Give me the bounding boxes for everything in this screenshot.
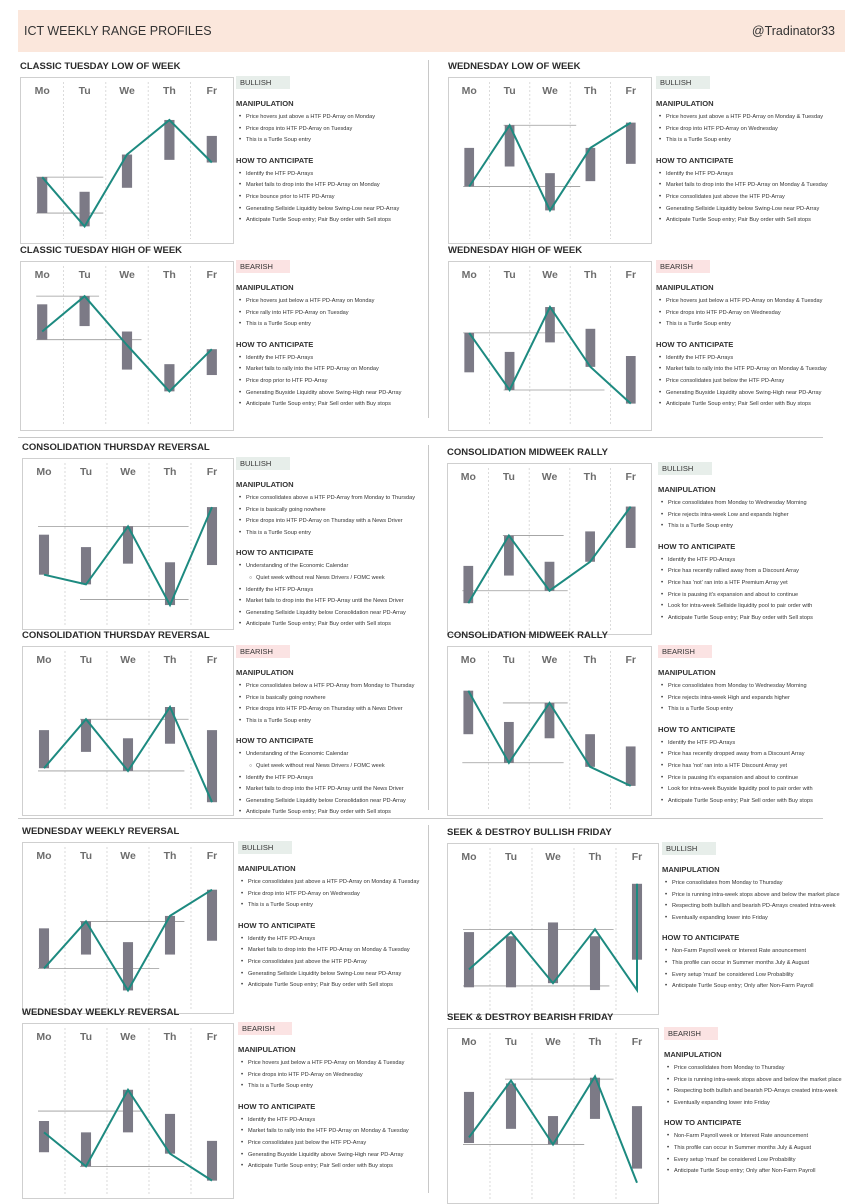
anticipate-item: • Market fails to rally into the HTF PD-Array on Monday & Tuesday [666,364,827,376]
day-label-monday: Mo [36,1031,52,1043]
day-label-monday: Mo [36,654,52,666]
manipulation-item: • Price hovers just below a HTF PD-Array on Monday & Tuesday [666,296,827,308]
anticipate-item: • Anticipate Turtle Soup entry; Only after Non-Farm Payroll [672,981,840,993]
day-label-thursday: Th [583,654,597,666]
manipulation-list [236,493,415,539]
day-range-bar-monday [464,1092,474,1143]
day-label-wednesday: We [541,471,558,483]
manipulation-item: • Price consolidates from Monday to Thursday [674,1063,842,1075]
anticipate-item: • Identify the HTF PD-Arrays [248,1115,409,1127]
anticipate-item: • Price consolidates just below the HTF PD-Array [248,1138,409,1150]
anticipate-item: ○ Quiet week without real News Drivers / FOMC week [246,761,414,773]
bias-badge: BEARISH [658,645,712,658]
day-label-tuesday: Tu [504,851,518,863]
bias-badge: BEARISH [238,1022,292,1035]
manipulation-heading: MANIPULATION [236,668,294,677]
day-label-tuesday: Tu [79,654,93,666]
day-label-wednesday: We [541,654,558,666]
profile-diagram [447,843,659,1015]
day-range-bar-friday [626,356,636,404]
profile-diagram [447,1028,659,1204]
manipulation-item: • Price consolidates from Monday to Thursday [672,878,840,890]
manipulation-item: • Price rejects intra-week Low and expands higher [668,510,813,522]
anticipate-item: • Anticipate Turtle Soup entry; Pair Buy order with Sell stops [666,215,828,227]
manipulation-item: • Price drop into HTF PD-Array on Wednesday [248,889,419,901]
anticipate-item: • Price drop prior to HTF PD-Array [246,376,401,388]
profile-description [658,458,813,624]
manipulation-item: • Price is running intra-week stops above and below the market place [674,1075,842,1087]
anticipate-list [664,1131,842,1177]
profile-diagram [447,463,652,635]
day-label-thursday: Th [162,269,176,281]
manipulation-heading: MANIPULATION [656,283,714,292]
anticipate-item: • Market fails to drop into the HTF PD-Array on Monday & Tuesday [666,180,828,192]
anticipate-heading: HOW TO ANTICIPATE [236,736,314,746]
manipulation-item: • Price consolidates from Monday to Wednesday Morning [668,498,813,510]
anticipate-item: • Market fails to drop into the HTF PD-Array until the News Driver [246,596,415,608]
manipulation-item: • Price consolidates above a HTF PD-Array from Monday to Thursday [246,493,415,505]
anticipate-item: • Price is pausing it's expansion and about to continue [668,773,813,785]
anticipate-item: • Identify the HTF PD-Arrays [246,585,415,597]
day-label-thursday: Th [588,1036,602,1048]
day-range-bar-tuesday [506,936,516,987]
day-label-wednesday: We [120,850,136,862]
day-label-monday: Mo [36,466,52,478]
bias-badge: BEARISH [664,1027,718,1040]
profile-title: WEDNESDAY WEEKLY REVERSAL [22,1007,180,1018]
anticipate-heading: HOW TO ANTICIPATE [238,1101,316,1111]
manipulation-item: • Price drop into HTF PD-Array on Wednesday [666,124,828,136]
anticipate-item: • Anticipate Turtle Soup entry; Pair Sell order with Buy stops [666,399,827,411]
profile-description [236,72,399,227]
day-label-friday: Fr [625,85,637,97]
day-range-bar-friday [626,746,636,785]
bias-badge: BULLISH [656,76,710,89]
anticipate-item: • Generating Sellside Liquidity below Consolidation near PD-Array [246,608,415,620]
anticipate-item: • Price bounce prior to HTF PD-Array [246,192,399,204]
anticipate-list [662,946,840,992]
profile-description [238,1018,409,1173]
manipulation-heading: MANIPULATION [236,283,294,292]
day-label-thursday: Th [163,850,177,862]
anticipate-item: • Generating Sellside Liquidity below Swing-Low near PD-Array [666,204,828,216]
manipulation-item: • Eventually expanding lower into Friday [672,913,840,925]
day-range-bar-friday [207,730,217,802]
anticipate-item: • Anticipate Turtle Soup entry; Pair Buy order with Sell stops [248,980,419,992]
day-label-friday: Fr [206,654,218,666]
anticipate-item: • Price is pausing it's expansion and about to continue [668,590,813,602]
anticipate-list [656,169,828,227]
anticipate-list [236,561,415,631]
anticipate-item: • Anticipate Turtle Soup entry; Pair Sell order with Buy stops [668,796,813,808]
day-label-friday: Fr [206,269,218,281]
day-label-tuesday: Tu [502,471,515,483]
anticipate-item: • This profile can occur in Summer months July & August [672,958,840,970]
anticipate-item: • Market fails to rally into the HTF PD-Array on Monday [246,364,401,376]
anticipate-heading: HOW TO ANTICIPATE [664,1118,742,1128]
manipulation-item: • Price consolidates from Monday to Wednesday Morning [668,681,813,693]
day-label-friday: Fr [206,850,218,862]
anticipate-item: • Price has 'not' ran into a HTF Discount Array yet [668,761,813,773]
day-range-bar-thursday [590,936,600,990]
day-label-monday: Mo [461,85,477,97]
page-title: ICT WEEKLY RANGE PROFILES [24,24,212,38]
manipulation-item: • Price is basically going nowhere [246,693,414,705]
anticipate-item: • Every setup 'must' be considered Low Probability [674,1155,842,1167]
anticipate-item: • Understanding of the Economic Calendar [246,561,415,573]
manipulation-item: • Price drops into HTF PD-Array on Wednesday [666,308,827,320]
day-label-thursday: Th [588,851,602,863]
manipulation-item: • This is a Turtle Soup entry [246,135,399,147]
author-handle: @Tradinator33 [751,24,835,38]
manipulation-item: • Price drops into HTF PD-Array on Thursday with a News Driver [246,704,414,716]
anticipate-item: • Identify the HTF PD-Arrays [246,169,399,181]
anticipate-item: • Identify the HTF PD-Arrays [248,934,419,946]
diagram-svg [448,464,651,634]
profile-title: CONSOLIDATION THURSDAY REVERSAL [22,630,210,641]
anticipate-item: • Market fails to drop into the HTF PD-Array on Monday & Tuesday [248,945,419,957]
anticipate-item: • Generating Buyside Liquidity above Swing-High near PD-Array [666,388,827,400]
day-label-monday: Mo [34,269,50,281]
anticipate-item: • Market fails to drop into the HTF PD-Array on Monday [246,180,399,192]
profile-description [236,256,401,411]
day-range-bar-monday [39,730,49,768]
profile-diagram [22,842,234,1014]
day-range-bar-monday [37,304,47,339]
profile-title: CONSOLIDATION MIDWEEK RALLY [447,447,608,458]
day-label-wednesday: We [119,85,135,97]
profile-title: CLASSIC TUESDAY HIGH OF WEEK [20,245,183,256]
day-label-tuesday: Tu [79,850,93,862]
bias-badge: BEARISH [236,645,290,658]
manipulation-item: • Price hovers just below a HTF PD-Array on Monday & Tuesday [248,1058,409,1070]
anticipate-item: • Understanding of the Economic Calendar [246,749,414,761]
manipulation-list [658,498,813,533]
anticipate-item: • Price consolidates just above the HTF PD-Array [666,192,828,204]
anticipate-item: • Non-Farm Payroll week or Interest Rate anouncement [672,946,840,958]
anticipate-list [238,1115,409,1173]
manipulation-item: • This is a Turtle Soup entry [246,716,414,728]
diagram-svg [448,647,651,815]
profile-description [236,641,414,819]
anticipate-item: • Identify the HTF PD-Arrays [666,353,827,365]
diagram-svg [21,78,233,243]
manipulation-heading: MANIPULATION [236,480,294,489]
profile-diagram [22,646,234,816]
manipulation-list [236,112,399,147]
day-range-bar-wednesday [548,922,558,983]
anticipate-list [236,169,399,227]
manipulation-heading: MANIPULATION [656,99,714,108]
day-range-bar-monday [39,928,49,968]
profile-description [238,837,419,992]
bias-badge: BEARISH [236,260,290,273]
manipulation-item: • Price rejects intra-week High and expands higher [668,693,813,705]
day-range-bar-thursday [164,120,174,160]
manipulation-item: • Price hovers just above a HTF PD-Array on Monday [246,112,399,124]
anticipate-item: • Generating Buyside Liquidity above Swing-High near PD-Array [248,1150,409,1162]
day-label-wednesday: We [542,85,558,97]
day-label-tuesday: Tu [78,85,91,97]
anticipate-item: • Anticipate Turtle Soup entry; Pair Buy order with Sell stops [246,215,399,227]
day-label-thursday: Th [583,471,597,483]
manipulation-list [236,296,401,331]
anticipate-heading: HOW TO ANTICIPATE [662,933,740,943]
day-label-wednesday: We [120,1031,136,1043]
day-label-monday: Mo [34,85,50,97]
manipulation-item: • Price consolidates just above a HTF PD-Array on Monday & Tuesday [248,877,419,889]
day-label-friday: Fr [631,1036,643,1048]
anticipate-item: • Price has 'not' ran into a HTF Premium Array yet [668,578,813,590]
anticipate-item: • Anticipate Turtle Soup entry; Pair Buy order with Sell stops [246,807,414,819]
anticipate-item: • Identify the HTF PD-Arrays [666,169,828,181]
column-divider [428,825,429,1193]
anticipate-heading: HOW TO ANTICIPATE [656,155,734,165]
manipulation-list [664,1063,842,1109]
diagram-svg [23,647,233,815]
day-label-tuesday: Tu [503,269,516,281]
anticipate-list [236,353,401,411]
day-range-bar-monday [464,932,474,987]
day-range-bar-monday [39,535,49,575]
manipulation-list [658,681,813,716]
day-label-thursday: Th [163,1031,177,1043]
profile-title: SEEK & DESTROY BULLISH FRIDAY [447,827,612,838]
diagram-svg [448,844,658,1014]
manipulation-heading: MANIPULATION [662,865,720,874]
manipulation-list [238,877,419,912]
day-range-bar-tuesday [506,1083,516,1128]
anticipate-item: • Price has recently dropped away from a Discount Array [668,749,813,761]
day-label-friday: Fr [625,654,636,666]
anticipate-heading: HOW TO ANTICIPATE [236,155,314,165]
manipulation-item: • This is a Turtle Soup entry [248,900,419,912]
day-label-monday: Mo [461,269,477,281]
manipulation-heading: MANIPULATION [236,99,294,108]
anticipate-item: • Market fails to drop into the HTF PD-Array until the News Driver [246,784,414,796]
anticipate-item: • Look for intra-week Buyside liquidity pool to pair order with [668,784,813,796]
manipulation-heading: MANIPULATION [238,864,296,873]
manipulation-item: • Price is running intra-week stops above and below the market place [672,890,840,902]
manipulation-item: • This is a Turtle Soup entry [666,135,828,147]
anticipate-item: • Identify the HTF PD-Arrays [246,353,401,365]
diagram-svg [21,262,233,430]
diagram-svg [448,1029,658,1203]
diagram-svg [23,1024,233,1198]
manipulation-item: • This is a Turtle Soup entry [246,528,415,540]
day-label-friday: Fr [206,85,218,97]
anticipate-item: • This profile can occur in Summer months July & August [674,1143,842,1155]
bias-badge: BEARISH [656,260,710,273]
bias-badge: BULLISH [658,462,712,475]
bias-badge: BULLISH [238,841,292,854]
profile-diagram [20,261,234,431]
anticipate-heading: HOW TO ANTICIPATE [238,920,316,930]
day-label-thursday: Th [583,85,597,97]
anticipate-item: • Generating Buyside Liquidity above Swing-High near PD-Array [246,388,401,400]
manipulation-item: • Price consolidates below a HTF PD-Array from Monday to Thursday [246,681,414,693]
anticipate-item: • Identify the HTF PD-Arrays [668,738,813,750]
anticipate-item: • Anticipate Turtle Soup entry; Pair Sell order with Buy stops [246,399,401,411]
manipulation-item: • Price drops into HTF PD-Array on Thursday with a News Driver [246,516,415,528]
anticipate-item: ○ Quiet week without real News Drivers / FOMC week [246,573,415,585]
bias-badge: BULLISH [236,76,290,89]
anticipate-item: • Identify the HTF PD-Arrays [668,555,813,567]
profile-description [236,453,415,631]
manipulation-item: • This is a Turtle Soup entry [668,521,813,533]
manipulation-item: • Respecting both bullish and bearish PD-Arrays created intra-week [674,1086,842,1098]
day-range-bar-friday [207,890,217,941]
profile-description [656,72,828,227]
day-label-monday: Mo [36,850,52,862]
anticipate-heading: HOW TO ANTICIPATE [658,724,736,734]
day-label-tuesday: Tu [502,654,515,666]
manipulation-item: • Price hovers just above a HTF PD-Array on Monday & Tuesday [666,112,828,124]
anticipate-item: • Price consolidates just below the HTF PD-Array [666,376,827,388]
anticipate-list [658,738,813,808]
anticipate-item: • Anticipate Turtle Soup entry; Pair Buy order with Sell stops [246,619,415,631]
manipulation-item: • Price is basically going nowhere [246,505,415,517]
day-label-monday: Mo [460,654,476,666]
manipulation-heading: MANIPULATION [658,668,716,677]
diagram-svg [449,262,651,430]
manipulation-item: • This is a Turtle Soup entry [668,704,813,716]
day-label-tuesday: Tu [504,1036,518,1048]
day-label-monday: Mo [460,471,476,483]
bias-badge: BULLISH [236,457,290,470]
profile-diagram [22,1023,234,1199]
manipulation-item: • Price drops into HTF PD-Array on Wednesday [248,1070,409,1082]
day-label-friday: Fr [631,851,643,863]
anticipate-item: • Look for intra-week Sellside liquidity pool to pair order with [668,601,813,613]
anticipate-item: • Anticipate Turtle Soup entry; Only after Non-Farm Payroll [674,1166,842,1178]
profile-diagram [448,261,652,431]
anticipate-list [658,555,813,625]
profile-diagram [22,458,234,630]
day-label-thursday: Th [163,466,177,478]
profile-title: CONSOLIDATION MIDWEEK RALLY [447,630,608,641]
anticipate-item: • Price has recently rallied away from a Discount Array [668,566,813,578]
profile-description [662,838,840,993]
manipulation-heading: MANIPULATION [664,1050,722,1059]
anticipate-item: • Price consolidates just above the HTF PD-Array [248,957,419,969]
day-range-bar-friday [626,123,636,164]
profile-title: WEDNESDAY LOW OF WEEK [448,61,581,72]
day-label-wednesday: We [120,654,136,666]
day-label-thursday: Th [162,85,176,97]
manipulation-list [236,681,414,727]
day-label-tuesday: Tu [79,466,93,478]
anticipate-item: • Market fails to rally into the HTF PD-Array on Monday & Tuesday [248,1126,409,1138]
section-divider [18,818,823,819]
day-range-bar-wednesday [122,332,132,370]
manipulation-item: • Price drops into HTF PD-Array on Tuesday [246,124,399,136]
manipulation-item: • This is a Turtle Soup entry [248,1081,409,1093]
day-label-tuesday: Tu [78,269,91,281]
anticipate-heading: HOW TO ANTICIPATE [656,339,734,349]
manipulation-item: • Price rally into HTF PD-Array on Tuesday [246,308,401,320]
day-label-monday: Mo [461,851,477,863]
profile-description [658,641,813,807]
day-label-wednesday: We [120,466,136,478]
diagram-svg [23,459,233,629]
profile-diagram [20,77,234,244]
day-label-friday: Fr [625,471,636,483]
bias-badge: BULLISH [662,842,716,855]
manipulation-item: • This is a Turtle Soup entry [666,319,827,331]
anticipate-list [236,749,414,819]
profile-description [664,1023,842,1178]
day-label-friday: Fr [206,1031,218,1043]
manipulation-list [656,296,827,331]
diagram-svg [449,78,651,243]
manipulation-list [656,112,828,147]
day-label-wednesday: We [545,851,561,863]
manipulation-item: • Respecting both bullish and bearish PD-Arrays created intra-week [672,901,840,913]
page-header [18,10,845,52]
profile-diagram [447,646,652,816]
anticipate-item: • Every setup 'must' be considered Low Probability [672,970,840,982]
anticipate-item: • Generating Sellside Liquidity below Swing-Low near PD-Array [248,969,419,981]
column-divider [428,60,429,418]
day-label-thursday: Th [583,269,597,281]
day-range-bar-friday [207,1141,217,1181]
manipulation-list [238,1058,409,1093]
anticipate-heading: HOW TO ANTICIPATE [658,541,736,551]
price-path-line [42,296,212,391]
manipulation-heading: MANIPULATION [658,485,716,494]
day-label-wednesday: We [545,1036,561,1048]
profile-title: SEEK & DESTROY BEARISH FRIDAY [447,1012,614,1023]
day-label-friday: Fr [625,269,637,281]
profile-description [656,256,827,411]
profile-title: WEDNESDAY WEEKLY REVERSAL [22,826,180,837]
profile-title: CLASSIC TUESDAY LOW OF WEEK [20,61,181,72]
day-label-friday: Fr [206,466,218,478]
day-label-thursday: Th [163,654,177,666]
day-label-tuesday: Tu [503,85,516,97]
column-divider [428,445,429,810]
anticipate-item: • Identify the HTF PD-Arrays [246,773,414,785]
section-divider [18,437,823,438]
anticipate-heading: HOW TO ANTICIPATE [236,548,314,558]
manipulation-item: • Eventually expanding lower into Friday [674,1098,842,1110]
diagram-svg [23,843,233,1013]
day-label-tuesday: Tu [79,1031,93,1043]
profile-title: CONSOLIDATION THURSDAY REVERSAL [22,442,210,453]
anticipate-item: • Generating Sellside Liquidity below Swing-Low near PD-Array [246,204,399,216]
anticipate-item: • Anticipate Turtle Soup entry; Pair Buy order with Sell stops [668,613,813,625]
anticipate-item: • Anticipate Turtle Soup entry; Pair Sell order with Buy stops [248,1161,409,1173]
manipulation-list [662,878,840,924]
anticipate-item: • Generating Sellside Liquidity below Consolidation near PD-Array [246,796,414,808]
manipulation-item: • Price hovers just below a HTF PD-Array on Monday [246,296,401,308]
manipulation-item: • This is a Turtle Soup entry [246,319,401,331]
anticipate-list [656,353,827,411]
day-range-bar-monday [39,1121,49,1152]
anticipate-heading: HOW TO ANTICIPATE [236,339,314,349]
manipulation-heading: MANIPULATION [238,1045,296,1054]
profile-title: WEDNESDAY HIGH OF WEEK [448,245,583,256]
anticipate-item: • Non-Farm Payroll week or Interest Rate anouncement [674,1131,842,1143]
day-label-wednesday: We [119,269,135,281]
anticipate-list [238,934,419,992]
day-label-monday: Mo [461,1036,477,1048]
day-label-wednesday: We [542,269,558,281]
day-range-bar-friday [632,1106,642,1168]
profile-diagram [448,77,652,244]
